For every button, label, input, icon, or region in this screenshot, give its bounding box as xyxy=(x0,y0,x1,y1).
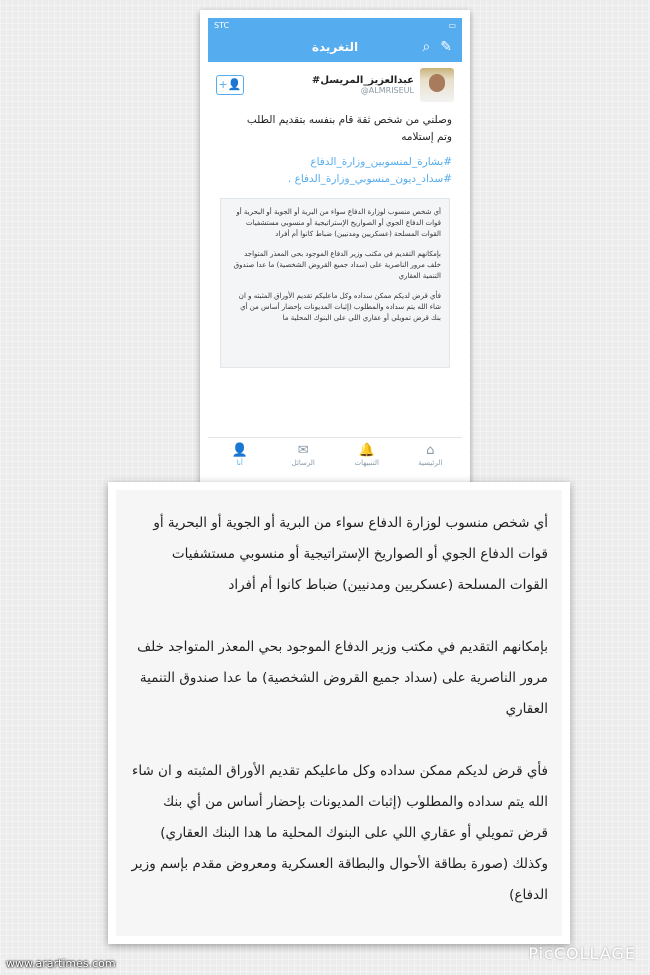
phone-screenshot-photo xyxy=(200,10,470,486)
follow-button[interactable] xyxy=(216,75,244,95)
zoom-paragraph: فأي قرض لديكم ممكن سداده وكل ماعليكم تقديم الأوراق المثبته و ان شاء الله يتم سداده والمطلوب (إثبات المديونات بإحضار أساس من أي بنك قرض تمويلي أو عقاري اللي على البنوك المحلية ما هدا البنك العقاري) وكذلك (صورة بطاقة الأحوال والبطاقة العسكرية ومعروض مقدم بإسم وزير الدفاع) xyxy=(131,763,548,903)
tab-home[interactable] xyxy=(399,438,463,478)
tab-label: الرئيسية xyxy=(418,459,443,467)
tab-me[interactable] xyxy=(208,438,272,478)
author-info xyxy=(244,75,414,95)
home-icon: ⌂ xyxy=(426,443,435,458)
tweet-hashtags xyxy=(208,146,462,188)
site-watermark: www.arartimes.com xyxy=(6,957,116,970)
tweet-body xyxy=(208,106,462,146)
tab-label: الرسائل xyxy=(291,459,315,467)
person-icon: 👤 xyxy=(231,443,248,458)
tweet-line: وتم إستلامه xyxy=(401,131,452,143)
add-user-icon: +👤 xyxy=(218,78,242,91)
app-watermark: PicCOLLAGE xyxy=(528,944,636,963)
zoom-paragraph: أي شخص منسوب لوزارة الدفاع سواء من البرية أو الجوية أو البحرية أو قوات الدفاع الجوي أو الصواريخ الإستراتيجية أو منسوبي مستشفيات القوات المسلحة (عسكريين ومدنيين) ضباط كانوا أم أفراد xyxy=(153,515,548,593)
nav-title: التغريدة xyxy=(311,40,359,54)
envelope-icon: ✉ xyxy=(297,443,309,458)
bottom-tab-bar xyxy=(208,437,462,478)
battery-icon: ▭ xyxy=(448,20,456,30)
image-paragraph: بإمكانهم التقديم في مكتب وزير الدفاع الموجود بحي المعذر المتواجد خلف مرور الناصرية على (سداد جميع القروض الشخصية) ما عدا صندوق التنمية العقاري xyxy=(233,250,441,280)
tweet-attached-image[interactable] xyxy=(220,198,450,368)
carrier-label: STC xyxy=(214,20,230,30)
search-icon[interactable]: ⌕ xyxy=(422,39,431,55)
compose-icon[interactable]: ✎ xyxy=(440,39,452,55)
bell-icon: 🔔 xyxy=(358,443,375,458)
tab-label: التنبيهات xyxy=(354,459,379,467)
image-paragraph: فأي قرض لديكم ممكن سداده وكل ماعليكم تقديم الأوراق المثبته و ان شاء الله يتم سداده والمطلوب (إثبات المديونات بإحضار أساس من أي بنك قرض تمويلي أو عقاري اللي على البنوك المحلية ما xyxy=(238,292,441,322)
zoomed-text xyxy=(116,490,562,936)
tab-messages[interactable] xyxy=(272,438,336,478)
nav-actions xyxy=(422,39,452,55)
hashtag-link[interactable]: #سداد_ديون_منسوبي_وزارة_الدفاع . xyxy=(287,173,452,185)
avatar[interactable] xyxy=(420,68,454,102)
hashtag-link[interactable]: #بشارة_لمنسوبين_وزارة_الدفاع xyxy=(310,156,452,168)
zoom-paragraph: بإمكانهم التقديم في مكتب وزير الدفاع الموجود بحي المعذر المتواجد خلف مرور الناصرية على (سداد جميع القروض الشخصية) ما عدا صندوق التنمية العقاري xyxy=(137,639,548,717)
zoomed-text-photo xyxy=(108,482,570,944)
tab-label: أنا xyxy=(236,459,243,467)
image-paragraph: أي شخص منسوب لوزارة الدفاع سواء من البرية أو الجوية أو البحرية أو قوات الدفاع الجوي أو الصواريخ الإستراتيجية أو منسوبي مستشفيات القوات المسلحة (عسكريين ومدنيين) ضباط كانوا أم أفراد xyxy=(236,208,441,238)
tab-notifications[interactable] xyxy=(335,438,399,478)
navigation-bar xyxy=(208,32,462,62)
author-handle[interactable]: @ALMRISEUL xyxy=(360,86,414,95)
status-bar xyxy=(208,18,462,32)
tweet-author xyxy=(208,62,462,106)
tweet-line: وصلني من شخص ثقة قام بنفسه بتقديم الطلب xyxy=(246,114,452,126)
author-name[interactable]: #عبدالعزيز_المريسل xyxy=(311,75,414,86)
twitter-app-screen xyxy=(208,18,462,478)
